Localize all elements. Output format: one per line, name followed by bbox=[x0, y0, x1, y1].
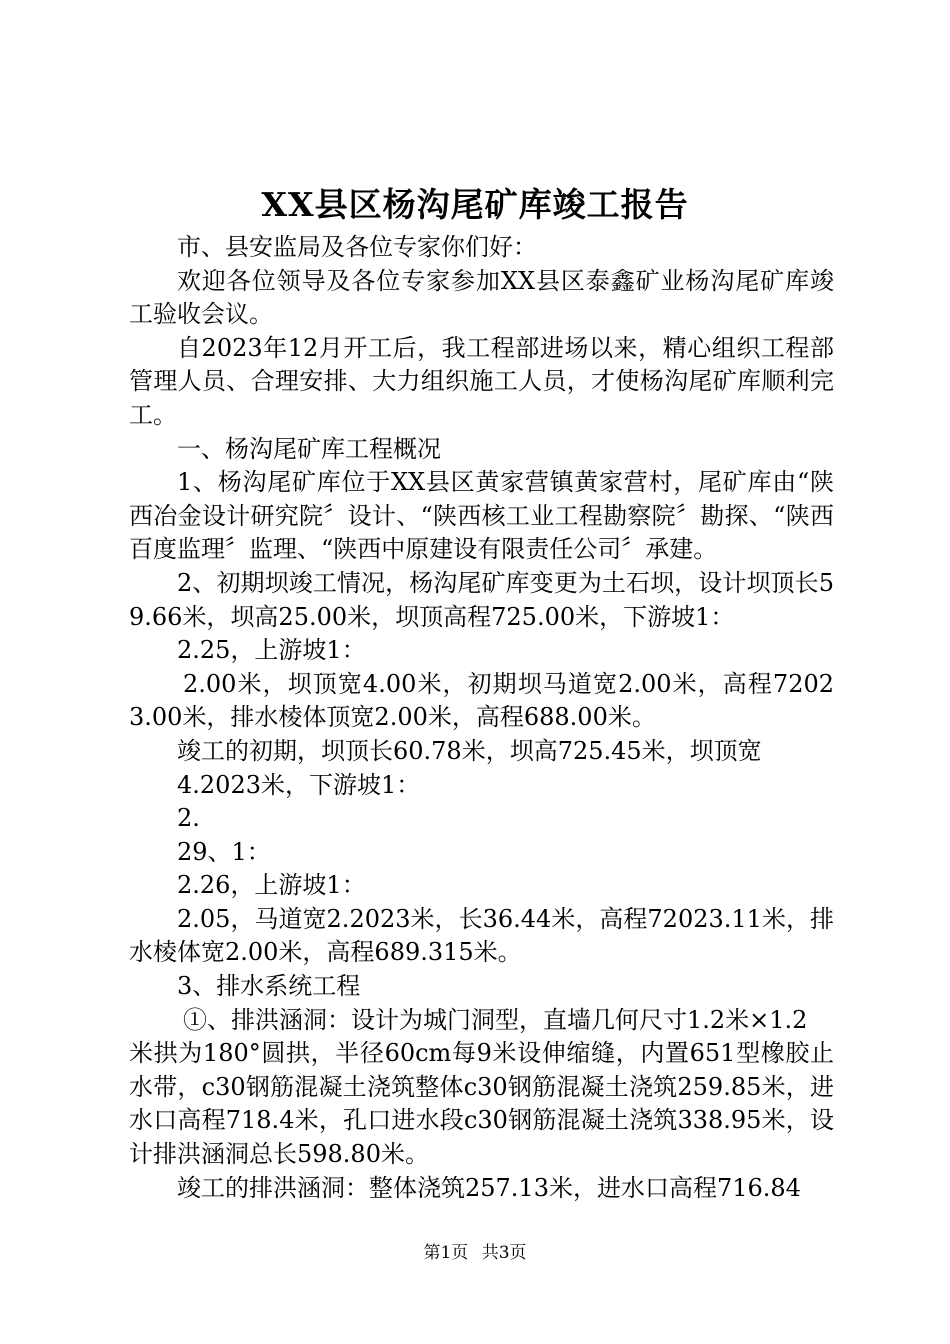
paragraph-location: 1、杨沟尾矿库位于XX县区黄家营镇黄家营村，尾矿库由“陕西冶金设计研究院〞设计、“陕西核工业工程勘察院〞勘探、“陕西百度监理〞监理、“陕西中原建设有限责任公司〞承建。 bbox=[129, 468, 834, 564]
paragraph-culvert-design: ①、排洪涵洞：设计为城门洞型，直墙几何尺寸1.2米×1.2 bbox=[183, 1005, 808, 1034]
document-body bbox=[129, 231, 834, 1205]
paragraph-slope-2: 4.2023米，下游坡1： bbox=[177, 770, 421, 799]
section-heading-overview: 一、杨沟尾矿库工程概况 bbox=[177, 434, 441, 463]
document-title: XX县区杨沟尾矿库竣工报告 bbox=[261, 185, 689, 224]
paragraph-culvert-details: 米拱为180°圆拱，半径60cm每9米设伸缩缝，内置651型橡胶止水带，c30钢筋混凝土浇筑整体c30钢筋混凝土浇筑259.85米，进水口高程718.4米，孔口进水段c30钢筋混凝土浇筑338.95米，设计排洪涵洞总长598.80米。 bbox=[129, 1039, 834, 1169]
paragraph-dam-width: 2.00米，坝顶宽4.00米，初期坝马道宽2.00米，高程72023.00米，排水棱体顶宽2.00米，高程688.00米。 bbox=[129, 669, 834, 732]
page-total: 共3页 bbox=[481, 1243, 527, 1263]
page-footer bbox=[0, 1241, 950, 1265]
page-number: 第1页 bbox=[423, 1243, 469, 1263]
paragraph-start: 自2023年12月开工后，我工程部进场以来，精心组织工程部管理人员、合理安排、大力组织施工人员，才使杨沟尾矿库顺利完工。 bbox=[129, 333, 834, 429]
section-heading-drainage: 3、排水系统工程 bbox=[177, 972, 361, 1001]
paragraph-completion: 竣工的初期，坝顶长60.78米，坝高725.45米，坝顶宽 bbox=[177, 736, 762, 765]
paragraph-slope-1: 2.25，上游坡1： bbox=[177, 636, 366, 665]
paragraph-slope-3: 2.26，上游坡1： bbox=[177, 871, 366, 900]
paragraph-culvert-completion: 竣工的排洪涵洞：整体浇筑257.13米，进水口高程716.84 bbox=[177, 1173, 801, 1202]
paragraph-fragment-1: 2. bbox=[177, 804, 200, 833]
paragraph-dam-design: 2、初期坝竣工情况，杨沟尾矿库变更为土石坝，设计坝顶长59.66米，坝高25.00米，坝顶高程725.00米，下游坡1： bbox=[129, 568, 834, 631]
paragraph-berm: 2.05，马道宽2.2023米，长36.44米，高程72023.11米，排水棱体宽2.00米，高程689.315米。 bbox=[129, 904, 834, 967]
paragraph-greeting: 市、县安监局及各位专家你们好： bbox=[177, 233, 537, 261]
paragraph-fragment-2: 29、1： bbox=[177, 837, 271, 866]
paragraph-welcome: 欢迎各位领导及各位专家参加XX县区泰鑫矿业杨沟尾矿库竣工验收会议。 bbox=[129, 266, 834, 329]
